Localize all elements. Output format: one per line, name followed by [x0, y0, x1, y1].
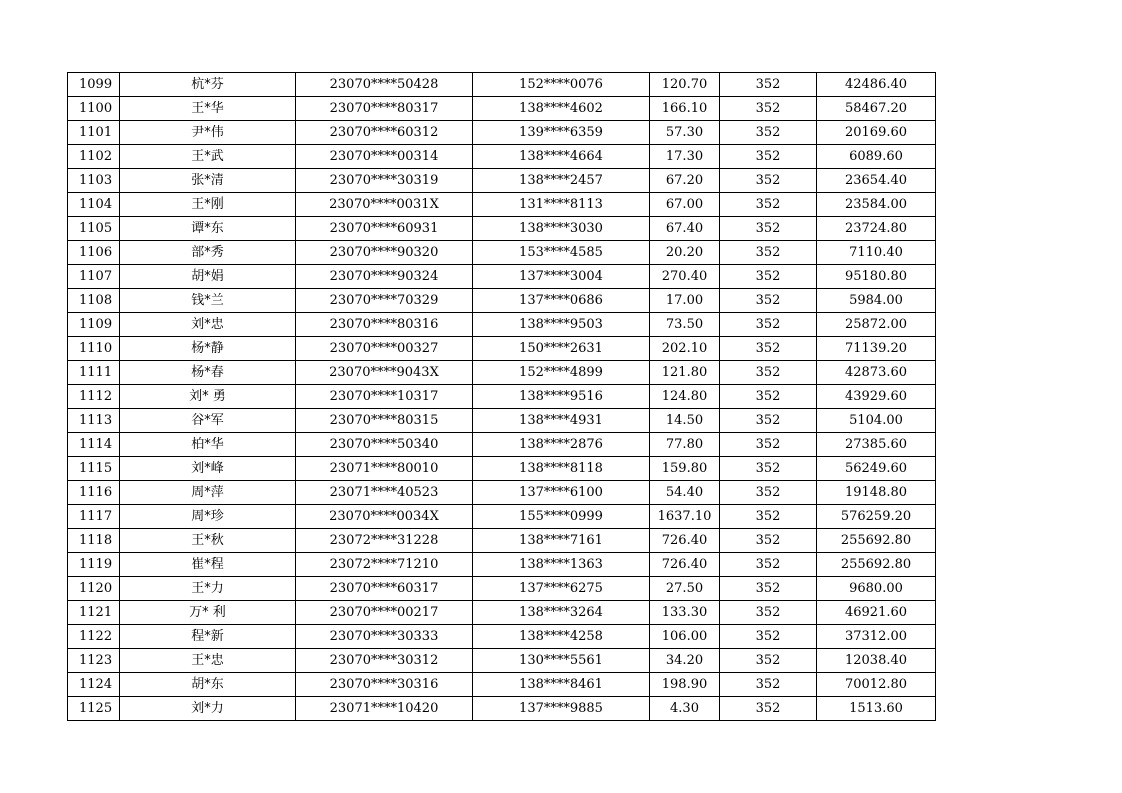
row-number-cell: 1121 [68, 601, 120, 625]
amount-cell: 1513.60 [817, 697, 936, 721]
phone-cell: 130****5561 [473, 649, 650, 673]
id-number-cell: 23071****40523 [296, 481, 473, 505]
table-row [68, 73, 936, 97]
id-number-cell: 23072****71210 [296, 553, 473, 577]
amount-cell: 5104.00 [817, 409, 936, 433]
row-number-cell: 1106 [68, 241, 120, 265]
table-row [68, 601, 936, 625]
name-cell: 刘*力 [120, 697, 296, 721]
rate-cell: 352 [720, 289, 817, 313]
phone-cell: 138****9516 [473, 385, 650, 409]
rate-cell: 352 [720, 145, 817, 169]
area-cell: 198.90 [650, 673, 720, 697]
name-cell: 王*忠 [120, 649, 296, 673]
rate-cell: 352 [720, 361, 817, 385]
area-cell: 54.40 [650, 481, 720, 505]
area-cell: 166.10 [650, 97, 720, 121]
id-number-cell: 23070****60931 [296, 217, 473, 241]
area-cell: 106.00 [650, 625, 720, 649]
amount-cell: 19148.80 [817, 481, 936, 505]
table-row [68, 217, 936, 241]
area-cell: 4.30 [650, 697, 720, 721]
table-row [68, 361, 936, 385]
name-cell: 程*新 [120, 625, 296, 649]
rate-cell: 352 [720, 625, 817, 649]
phone-cell: 138****3030 [473, 217, 650, 241]
rate-cell: 352 [720, 505, 817, 529]
name-cell: 钱*兰 [120, 289, 296, 313]
rate-cell: 352 [720, 649, 817, 673]
phone-cell: 138****9503 [473, 313, 650, 337]
table-row [68, 313, 936, 337]
table-row [68, 337, 936, 361]
rate-cell: 352 [720, 121, 817, 145]
phone-cell: 138****3264 [473, 601, 650, 625]
name-cell: 周*萍 [120, 481, 296, 505]
amount-cell: 58467.20 [817, 97, 936, 121]
amount-cell: 576259.20 [817, 505, 936, 529]
rate-cell: 352 [720, 193, 817, 217]
phone-cell: 138****4931 [473, 409, 650, 433]
name-cell: 胡*娟 [120, 265, 296, 289]
rate-cell: 352 [720, 697, 817, 721]
amount-cell: 25872.00 [817, 313, 936, 337]
name-cell: 张*清 [120, 169, 296, 193]
table-row [68, 97, 936, 121]
id-number-cell: 23070****00327 [296, 337, 473, 361]
phone-cell: 155****0999 [473, 505, 650, 529]
area-cell: 726.40 [650, 553, 720, 577]
amount-cell: 6089.60 [817, 145, 936, 169]
row-number-cell: 1123 [68, 649, 120, 673]
row-number-cell: 1109 [68, 313, 120, 337]
phone-cell: 137****9885 [473, 697, 650, 721]
row-number-cell: 1116 [68, 481, 120, 505]
id-number-cell: 23070****60317 [296, 577, 473, 601]
id-number-cell: 23070****30316 [296, 673, 473, 697]
rate-cell: 352 [720, 97, 817, 121]
rate-cell: 352 [720, 601, 817, 625]
name-cell: 刘*忠 [120, 313, 296, 337]
id-number-cell: 23070****90324 [296, 265, 473, 289]
amount-cell: 23584.00 [817, 193, 936, 217]
rate-cell: 352 [720, 241, 817, 265]
id-number-cell: 23070****50340 [296, 433, 473, 457]
name-cell: 谷*军 [120, 409, 296, 433]
phone-cell: 139****6359 [473, 121, 650, 145]
id-number-cell: 23070****0031X [296, 193, 473, 217]
row-number-cell: 1120 [68, 577, 120, 601]
amount-cell: 12038.40 [817, 649, 936, 673]
phone-cell: 137****0686 [473, 289, 650, 313]
rate-cell: 352 [720, 457, 817, 481]
table-row [68, 409, 936, 433]
table-row [68, 145, 936, 169]
name-cell: 王*刚 [120, 193, 296, 217]
rate-cell: 352 [720, 73, 817, 97]
area-cell: 121.80 [650, 361, 720, 385]
phone-cell: 138****4664 [473, 145, 650, 169]
area-cell: 133.30 [650, 601, 720, 625]
table-row [68, 625, 936, 649]
phone-cell: 137****6275 [473, 577, 650, 601]
name-cell: 谭*东 [120, 217, 296, 241]
area-cell: 1637.10 [650, 505, 720, 529]
name-cell: 胡*东 [120, 673, 296, 697]
amount-cell: 5984.00 [817, 289, 936, 313]
phone-cell: 138****4602 [473, 97, 650, 121]
rate-cell: 352 [720, 673, 817, 697]
amount-cell: 27385.60 [817, 433, 936, 457]
table-row [68, 577, 936, 601]
amount-cell: 9680.00 [817, 577, 936, 601]
amount-cell: 71139.20 [817, 337, 936, 361]
table-body [68, 73, 936, 721]
rate-cell: 352 [720, 337, 817, 361]
row-number-cell: 1122 [68, 625, 120, 649]
name-cell: 王*秋 [120, 529, 296, 553]
amount-cell: 37312.00 [817, 625, 936, 649]
table-row [68, 673, 936, 697]
name-cell: 杭*芬 [120, 73, 296, 97]
phone-cell: 137****6100 [473, 481, 650, 505]
amount-cell: 43929.60 [817, 385, 936, 409]
phone-cell: 138****2457 [473, 169, 650, 193]
id-number-cell: 23070****90320 [296, 241, 473, 265]
id-number-cell: 23071****80010 [296, 457, 473, 481]
rate-cell: 352 [720, 433, 817, 457]
table-row [68, 529, 936, 553]
row-number-cell: 1115 [68, 457, 120, 481]
phone-cell: 152****0076 [473, 73, 650, 97]
row-number-cell: 1107 [68, 265, 120, 289]
table-row [68, 385, 936, 409]
phone-cell: 138****4258 [473, 625, 650, 649]
area-cell: 77.80 [650, 433, 720, 457]
rate-cell: 352 [720, 409, 817, 433]
rate-cell: 352 [720, 313, 817, 337]
phone-cell: 138****7161 [473, 529, 650, 553]
row-number-cell: 1111 [68, 361, 120, 385]
area-cell: 20.20 [650, 241, 720, 265]
rate-cell: 352 [720, 481, 817, 505]
phone-cell: 138****1363 [473, 553, 650, 577]
name-cell: 杨*静 [120, 337, 296, 361]
row-number-cell: 1108 [68, 289, 120, 313]
area-cell: 67.40 [650, 217, 720, 241]
row-number-cell: 1113 [68, 409, 120, 433]
row-number-cell: 1100 [68, 97, 120, 121]
row-number-cell: 1112 [68, 385, 120, 409]
table-row [68, 649, 936, 673]
amount-cell: 42486.40 [817, 73, 936, 97]
row-number-cell: 1104 [68, 193, 120, 217]
id-number-cell: 23070****70329 [296, 289, 473, 313]
amount-cell: 42873.60 [817, 361, 936, 385]
row-number-cell: 1102 [68, 145, 120, 169]
rate-cell: 352 [720, 577, 817, 601]
row-number-cell: 1118 [68, 529, 120, 553]
area-cell: 159.80 [650, 457, 720, 481]
rate-cell: 352 [720, 553, 817, 577]
amount-cell: 255692.80 [817, 553, 936, 577]
area-cell: 73.50 [650, 313, 720, 337]
amount-cell: 7110.40 [817, 241, 936, 265]
rate-cell: 352 [720, 265, 817, 289]
amount-cell: 255692.80 [817, 529, 936, 553]
name-cell: 柏*华 [120, 433, 296, 457]
id-number-cell: 23070****60312 [296, 121, 473, 145]
id-number-cell: 23070****50428 [296, 73, 473, 97]
id-number-cell: 23070****30312 [296, 649, 473, 673]
area-cell: 124.80 [650, 385, 720, 409]
table-row [68, 481, 936, 505]
table-row [68, 505, 936, 529]
phone-cell: 131****8113 [473, 193, 650, 217]
row-number-cell: 1101 [68, 121, 120, 145]
row-number-cell: 1099 [68, 73, 120, 97]
area-cell: 27.50 [650, 577, 720, 601]
phone-cell: 153****4585 [473, 241, 650, 265]
area-cell: 726.40 [650, 529, 720, 553]
phone-cell: 138****2876 [473, 433, 650, 457]
area-cell: 67.00 [650, 193, 720, 217]
table-row [68, 193, 936, 217]
name-cell: 王*武 [120, 145, 296, 169]
id-number-cell: 23070****80316 [296, 313, 473, 337]
table-row [68, 697, 936, 721]
id-number-cell: 23070****30333 [296, 625, 473, 649]
name-cell: 刘* 勇 [120, 385, 296, 409]
id-number-cell: 23070****80317 [296, 97, 473, 121]
area-cell: 202.10 [650, 337, 720, 361]
id-number-cell: 23070****00217 [296, 601, 473, 625]
name-cell: 杨*春 [120, 361, 296, 385]
area-cell: 67.20 [650, 169, 720, 193]
id-number-cell: 23070****0034X [296, 505, 473, 529]
phone-cell: 138****8461 [473, 673, 650, 697]
table-row [68, 457, 936, 481]
row-number-cell: 1119 [68, 553, 120, 577]
row-number-cell: 1105 [68, 217, 120, 241]
row-number-cell: 1124 [68, 673, 120, 697]
name-cell: 尹*伟 [120, 121, 296, 145]
name-cell: 万* 利 [120, 601, 296, 625]
table-row [68, 265, 936, 289]
area-cell: 14.50 [650, 409, 720, 433]
name-cell: 刘*峰 [120, 457, 296, 481]
id-number-cell: 23071****10420 [296, 697, 473, 721]
rate-cell: 352 [720, 217, 817, 241]
id-number-cell: 23070****9043X [296, 361, 473, 385]
rate-cell: 352 [720, 169, 817, 193]
area-cell: 57.30 [650, 121, 720, 145]
table-row [68, 289, 936, 313]
name-cell: 部*秀 [120, 241, 296, 265]
phone-cell: 150****2631 [473, 337, 650, 361]
table-row [68, 553, 936, 577]
amount-cell: 20169.60 [817, 121, 936, 145]
area-cell: 34.20 [650, 649, 720, 673]
amount-cell: 70012.80 [817, 673, 936, 697]
area-cell: 120.70 [650, 73, 720, 97]
table-row [68, 433, 936, 457]
row-number-cell: 1117 [68, 505, 120, 529]
row-number-cell: 1103 [68, 169, 120, 193]
name-cell: 崔*程 [120, 553, 296, 577]
table-row [68, 169, 936, 193]
id-number-cell: 23070****10317 [296, 385, 473, 409]
name-cell: 王*华 [120, 97, 296, 121]
amount-cell: 46921.60 [817, 601, 936, 625]
table-row [68, 241, 936, 265]
name-cell: 周*珍 [120, 505, 296, 529]
amount-cell: 23654.40 [817, 169, 936, 193]
name-cell: 王*力 [120, 577, 296, 601]
rate-cell: 352 [720, 385, 817, 409]
amount-cell: 95180.80 [817, 265, 936, 289]
amount-cell: 23724.80 [817, 217, 936, 241]
row-number-cell: 1110 [68, 337, 120, 361]
id-number-cell: 23070****00314 [296, 145, 473, 169]
id-number-cell: 23070****80315 [296, 409, 473, 433]
area-cell: 17.00 [650, 289, 720, 313]
row-number-cell: 1114 [68, 433, 120, 457]
area-cell: 270.40 [650, 265, 720, 289]
row-number-cell: 1125 [68, 697, 120, 721]
phone-cell: 138****8118 [473, 457, 650, 481]
rate-cell: 352 [720, 529, 817, 553]
area-cell: 17.30 [650, 145, 720, 169]
table-row [68, 121, 936, 145]
data-table [67, 72, 936, 721]
phone-cell: 152****4899 [473, 361, 650, 385]
amount-cell: 56249.60 [817, 457, 936, 481]
id-number-cell: 23072****31228 [296, 529, 473, 553]
phone-cell: 137****3004 [473, 265, 650, 289]
id-number-cell: 23070****30319 [296, 169, 473, 193]
